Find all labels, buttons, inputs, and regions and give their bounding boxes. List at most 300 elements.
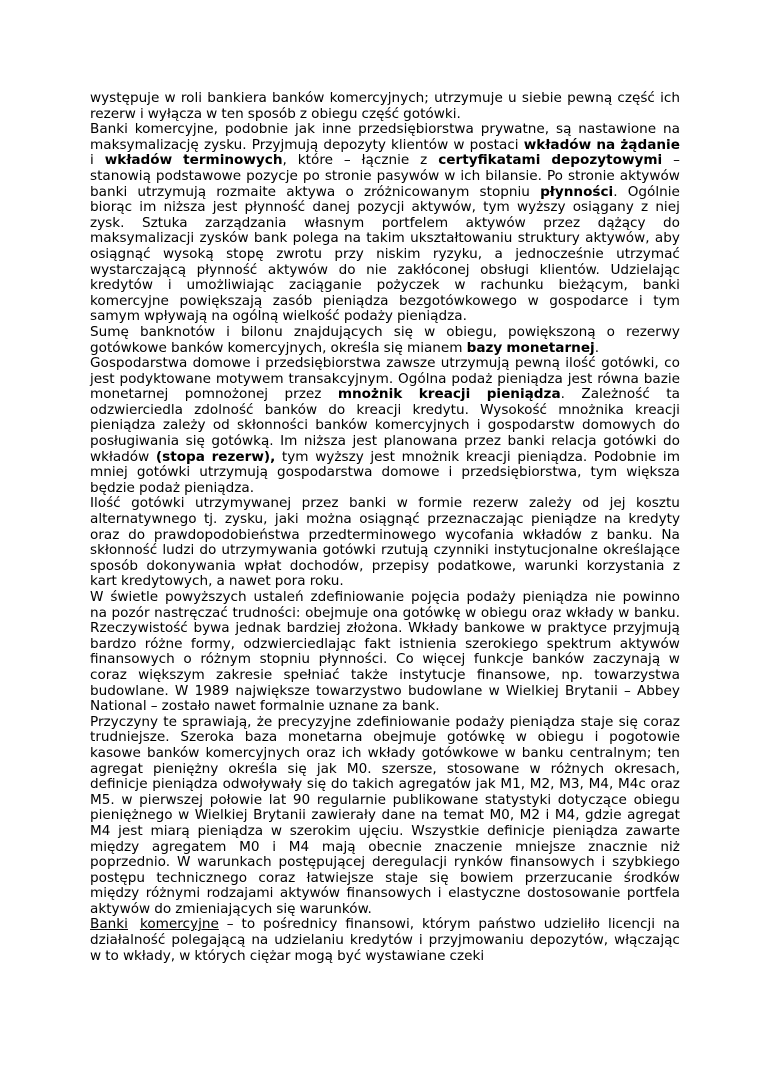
text-fragment: roli	[180, 90, 203, 106]
text-fragment: powinno	[622, 589, 680, 605]
word	[90, 138, 199, 154]
text-fragment: bilansie.	[485, 167, 542, 184]
word	[330, 91, 429, 107]
word	[474, 652, 524, 668]
word	[90, 418, 156, 434]
text-fragment: portfelem	[381, 214, 449, 231]
word	[165, 91, 176, 107]
text-fragment: wielkość	[282, 308, 340, 325]
text-line	[90, 122, 680, 138]
text-fragment: określające	[602, 542, 680, 559]
text-line	[90, 855, 680, 871]
word	[364, 185, 469, 201]
text-fragment: instytucje	[399, 666, 466, 683]
text-fragment: banki	[90, 183, 128, 200]
word	[306, 512, 352, 528]
word	[601, 356, 659, 372]
word	[338, 387, 402, 403]
word	[90, 715, 158, 731]
text-line	[90, 325, 680, 341]
word	[651, 777, 680, 793]
word	[399, 294, 517, 310]
word	[90, 372, 115, 388]
text-fragment: niż	[660, 838, 680, 855]
text-fragment: obejmuje	[373, 729, 437, 746]
text-fragment: zysk.	[90, 214, 125, 231]
word	[391, 138, 448, 154]
text-line	[90, 824, 680, 840]
word	[460, 169, 480, 185]
text-fragment: być	[337, 947, 362, 964]
word	[528, 294, 539, 310]
text-fragment: banknotów	[139, 323, 216, 340]
text-fragment: między	[90, 885, 140, 902]
text-fragment: obiegu,	[446, 323, 497, 340]
word	[561, 668, 583, 684]
text-fragment: obiegu	[311, 105, 358, 122]
word	[547, 637, 612, 653]
word	[183, 652, 191, 668]
word	[587, 559, 665, 575]
word	[139, 200, 156, 216]
text-fragment: w	[121, 791, 133, 808]
word	[140, 917, 219, 933]
word	[412, 403, 468, 419]
text-fragment: banku.	[606, 526, 653, 543]
text-line	[90, 247, 680, 263]
word	[589, 777, 614, 793]
word	[358, 122, 474, 138]
word	[660, 840, 680, 856]
word	[399, 637, 457, 653]
word	[366, 231, 405, 247]
text-line	[90, 169, 680, 185]
word	[306, 746, 335, 762]
word	[455, 715, 504, 731]
text-fragment: w	[164, 90, 176, 106]
word	[527, 886, 620, 902]
text-fragment: zawarte	[625, 822, 680, 839]
word	[402, 699, 440, 715]
text-fragment: powiększają	[179, 292, 263, 309]
word	[344, 231, 361, 247]
word	[105, 153, 172, 169]
text-line	[90, 808, 680, 824]
text-fragment: kredytów	[349, 932, 413, 949]
text-fragment: bezgotówkowego	[399, 292, 517, 309]
word	[559, 777, 584, 793]
text-fragment: które	[297, 152, 333, 169]
text-fragment: rezerw	[472, 495, 519, 512]
text-fragment: kart	[90, 573, 117, 590]
word	[356, 715, 450, 731]
word	[614, 933, 680, 949]
text-fragment: pieniądza	[90, 417, 156, 434]
word	[422, 746, 499, 762]
word	[506, 341, 599, 357]
word	[121, 574, 212, 590]
text-fragment: ukształtowaniu	[410, 230, 513, 247]
text-fragment: staje	[580, 713, 614, 730]
word	[614, 762, 680, 778]
text-fragment: przedterminowego	[308, 526, 437, 543]
word	[280, 886, 340, 902]
word	[433, 247, 482, 263]
word	[408, 621, 458, 637]
word	[90, 294, 169, 310]
text-fragment: licencji	[607, 916, 656, 933]
word	[221, 107, 243, 123]
word	[345, 185, 353, 201]
word	[139, 793, 203, 809]
text-fragment: jaki	[274, 511, 299, 528]
text-fragment: znacznie	[588, 838, 648, 855]
text-fragment: do	[338, 261, 356, 278]
text-fragment: funkcje	[473, 651, 524, 668]
text-fragment: samym	[90, 308, 140, 325]
text-fragment: okresach,	[614, 760, 680, 777]
word	[90, 917, 132, 933]
text-fragment: z	[420, 152, 428, 169]
word	[591, 465, 618, 481]
text-fragment: ujęciu.	[358, 822, 404, 839]
text-fragment: przyjmują	[612, 620, 680, 637]
text-line	[90, 434, 680, 450]
text-fragment: istnienia	[399, 635, 457, 652]
word	[481, 606, 527, 622]
word	[540, 263, 600, 279]
text-fragment: banki	[642, 277, 680, 294]
word	[151, 699, 158, 715]
word	[447, 762, 520, 778]
word	[153, 762, 218, 778]
text-fragment: w	[179, 947, 191, 964]
text-fragment: nie	[594, 589, 616, 605]
bold-term: rezerw),	[211, 448, 276, 465]
word	[616, 247, 680, 263]
text-fragment: budowlane	[407, 682, 483, 699]
text-fragment: odzwierciedlając	[243, 635, 356, 652]
text-fragment: na	[663, 121, 680, 138]
word	[289, 840, 309, 856]
word	[393, 793, 479, 809]
text-fragment: pieniądze	[530, 511, 597, 528]
text-fragment: można	[306, 511, 352, 528]
text-fragment: Szeroka	[180, 729, 235, 746]
text-fragment: bankowe	[464, 620, 525, 637]
word	[429, 871, 448, 887]
text-fragment: i	[594, 729, 599, 746]
word	[90, 263, 186, 279]
text-fragment: określa	[228, 760, 278, 777]
word	[305, 606, 368, 622]
text-fragment: M2,	[529, 776, 555, 793]
word	[529, 496, 572, 512]
text-fragment: umożliwiając	[186, 277, 275, 294]
word	[131, 496, 184, 512]
text-fragment: utrzymać	[616, 245, 680, 262]
word	[265, 356, 381, 372]
text-fragment: gospodarce	[549, 292, 629, 309]
text-fragment: banki	[349, 495, 387, 512]
word	[477, 668, 550, 684]
text-fragment: utrzymują	[440, 355, 510, 372]
word	[588, 840, 647, 856]
text-fragment: towarzystwa	[594, 666, 680, 683]
word	[613, 621, 680, 637]
text-fragment: nie	[366, 261, 387, 278]
word	[663, 216, 680, 232]
word	[438, 153, 540, 169]
text-fragment: w	[206, 105, 218, 122]
word	[237, 418, 308, 434]
underlined-term: komercyjne	[139, 916, 219, 933]
text-fragment: tj.	[203, 511, 218, 528]
word	[90, 434, 179, 450]
text-fragment: utrzymywanej	[194, 495, 292, 512]
word	[232, 309, 278, 325]
text-line	[90, 294, 680, 310]
word	[256, 356, 260, 372]
text-fragment: rozmaite	[216, 183, 277, 200]
text-fragment: postępującej	[278, 854, 366, 871]
text-fragment: przez	[301, 495, 339, 512]
word	[466, 216, 526, 232]
text-fragment: Sumę	[90, 323, 129, 340]
text-fragment: podaży	[455, 713, 505, 730]
text-line	[90, 699, 680, 715]
text-fragment: Ogólnie	[627, 183, 680, 200]
word	[347, 762, 372, 778]
text-fragment: utrzymuje	[434, 90, 503, 106]
text-line	[90, 153, 680, 169]
word	[252, 138, 318, 154]
word	[610, 496, 626, 512]
word	[260, 652, 310, 668]
text-fragment: pojęcia	[410, 589, 460, 605]
text-fragment: wyłącza	[147, 105, 203, 122]
text-fragment: podaży	[466, 589, 516, 605]
text-line	[90, 528, 680, 544]
text-fragment: M0,	[489, 807, 515, 824]
word	[204, 138, 247, 154]
word	[411, 824, 479, 840]
text-fragment: że	[256, 713, 273, 730]
word	[268, 263, 328, 279]
text-fragment: rynków	[453, 854, 503, 871]
word	[565, 356, 595, 372]
word	[311, 107, 357, 123]
text-fragment: jednak	[235, 620, 281, 637]
word	[322, 840, 356, 856]
text-fragment: zmieniających	[175, 900, 273, 917]
word	[608, 917, 655, 933]
word	[275, 574, 306, 590]
word	[399, 668, 465, 684]
text-fragment: M5.	[90, 791, 115, 808]
text-fragment: mniej	[90, 464, 128, 481]
text-fragment: w	[465, 604, 477, 621]
text-fragment: własnym	[303, 214, 365, 231]
text-fragment: .	[594, 339, 600, 356]
word	[523, 590, 589, 606]
text-fragment: przez	[464, 433, 501, 450]
word	[290, 824, 351, 840]
text-fragment: aktywa	[286, 183, 336, 200]
text-fragment: pieniądza	[152, 776, 218, 793]
word	[624, 871, 680, 887]
text-fragment: u	[508, 90, 517, 106]
text-fragment: M4	[90, 822, 111, 839]
word	[547, 621, 607, 637]
text-fragment: stronie	[567, 167, 615, 184]
word	[239, 840, 259, 856]
text-fragment: Przyjmują	[251, 136, 319, 153]
word	[269, 793, 286, 809]
text-fragment: obiegu	[537, 729, 584, 746]
word	[278, 855, 365, 871]
text-fragment: kredytu.	[412, 401, 469, 418]
text-fragment: skłonności	[237, 417, 309, 434]
text-fragment: Wielkiej	[505, 682, 559, 699]
text-fragment: formie	[418, 495, 463, 512]
text-fragment: znajdujących	[293, 323, 383, 340]
text-fragment: transakcyjnym.	[288, 370, 394, 387]
text-fragment: tym	[653, 292, 680, 309]
text-fragment: –	[150, 698, 158, 715]
text-fragment: to	[105, 947, 119, 964]
text-fragment: Na	[661, 526, 680, 543]
word	[515, 247, 604, 263]
text-fragment: depozyty	[323, 136, 386, 153]
word	[627, 886, 680, 902]
word	[138, 668, 205, 684]
text-fragment: struktury	[517, 230, 580, 247]
word	[450, 949, 485, 965]
word	[90, 512, 197, 528]
text-fragment: wyższy	[315, 448, 364, 465]
text-fragment: zależy	[162, 417, 206, 434]
text-fragment: zysku.	[203, 136, 247, 153]
word	[407, 341, 463, 357]
word	[603, 434, 656, 450]
text-fragment: postępu	[90, 869, 145, 886]
text-fragment: nawet	[228, 573, 271, 590]
word	[447, 730, 505, 746]
word	[211, 434, 273, 450]
word	[623, 590, 680, 606]
text-line	[90, 309, 680, 325]
word	[641, 200, 648, 216]
text-fragment: szersze,	[381, 760, 437, 777]
text-fragment: M3,	[559, 776, 584, 793]
word	[449, 465, 453, 481]
bold-term: żądanie	[620, 136, 680, 153]
word	[212, 450, 276, 466]
text-fragment: większa	[626, 464, 680, 481]
text-fragment: na	[420, 807, 438, 824]
text-fragment: i	[476, 417, 481, 434]
text-fragment: do	[128, 526, 146, 543]
word	[90, 699, 147, 715]
text-fragment: mianem	[406, 339, 463, 356]
word	[315, 418, 367, 434]
word	[235, 684, 309, 700]
text-fragment: i	[545, 807, 550, 824]
word	[246, 169, 298, 185]
text-fragment: bazie	[643, 370, 680, 387]
text-line	[90, 762, 680, 778]
word	[90, 278, 153, 294]
text-fragment: i	[90, 152, 94, 169]
word	[165, 590, 247, 606]
word	[163, 418, 206, 434]
text-line	[90, 886, 680, 902]
word	[90, 762, 143, 778]
word	[213, 200, 238, 216]
text-line	[90, 730, 680, 746]
word	[90, 496, 121, 512]
word	[353, 777, 394, 793]
text-fragment: finansowe,	[476, 666, 551, 683]
text-fragment: Sztuka	[141, 214, 188, 231]
text-fragment: wpływają	[144, 308, 208, 325]
word	[273, 294, 313, 310]
text-fragment: banki	[507, 433, 545, 450]
text-fragment: W	[176, 854, 191, 871]
bold-term: mnożnik	[337, 386, 403, 403]
word	[617, 91, 655, 107]
text-fragment: im	[139, 199, 157, 216]
word	[90, 559, 138, 575]
text-fragment: zależy	[528, 495, 572, 512]
text-fragment: powyższych	[165, 589, 247, 605]
word	[311, 590, 405, 606]
text-fragment: aktywów	[619, 635, 680, 652]
text-fragment: banku.	[633, 604, 680, 621]
word	[150, 824, 189, 840]
text-fragment: formy,	[190, 635, 235, 652]
text-fragment: ich	[660, 90, 680, 106]
text-fragment: np.	[561, 666, 583, 683]
bold-term: bazy	[466, 339, 503, 356]
word	[251, 933, 268, 949]
word	[359, 512, 420, 528]
word	[90, 902, 150, 918]
text-fragment: a	[494, 245, 503, 262]
text-fragment: fakt	[364, 635, 391, 652]
word	[489, 684, 500, 700]
text-fragment: jest	[212, 199, 238, 216]
word	[200, 652, 251, 668]
text-fragment: M4	[288, 838, 310, 855]
text-fragment: w	[178, 807, 190, 824]
word	[90, 465, 128, 481]
bold-term: terminowych	[183, 152, 283, 169]
text-fragment: warunkach	[197, 854, 272, 871]
text-fragment: finansowi,	[345, 916, 415, 933]
word	[480, 403, 547, 419]
text-fragment: w	[504, 744, 516, 761]
word	[510, 715, 576, 731]
word	[175, 902, 272, 918]
word	[154, 528, 300, 544]
text-fragment: największe	[235, 682, 310, 699]
word	[480, 278, 543, 294]
text-fragment: danej	[312, 199, 351, 216]
word	[362, 107, 400, 123]
word	[226, 325, 230, 341]
